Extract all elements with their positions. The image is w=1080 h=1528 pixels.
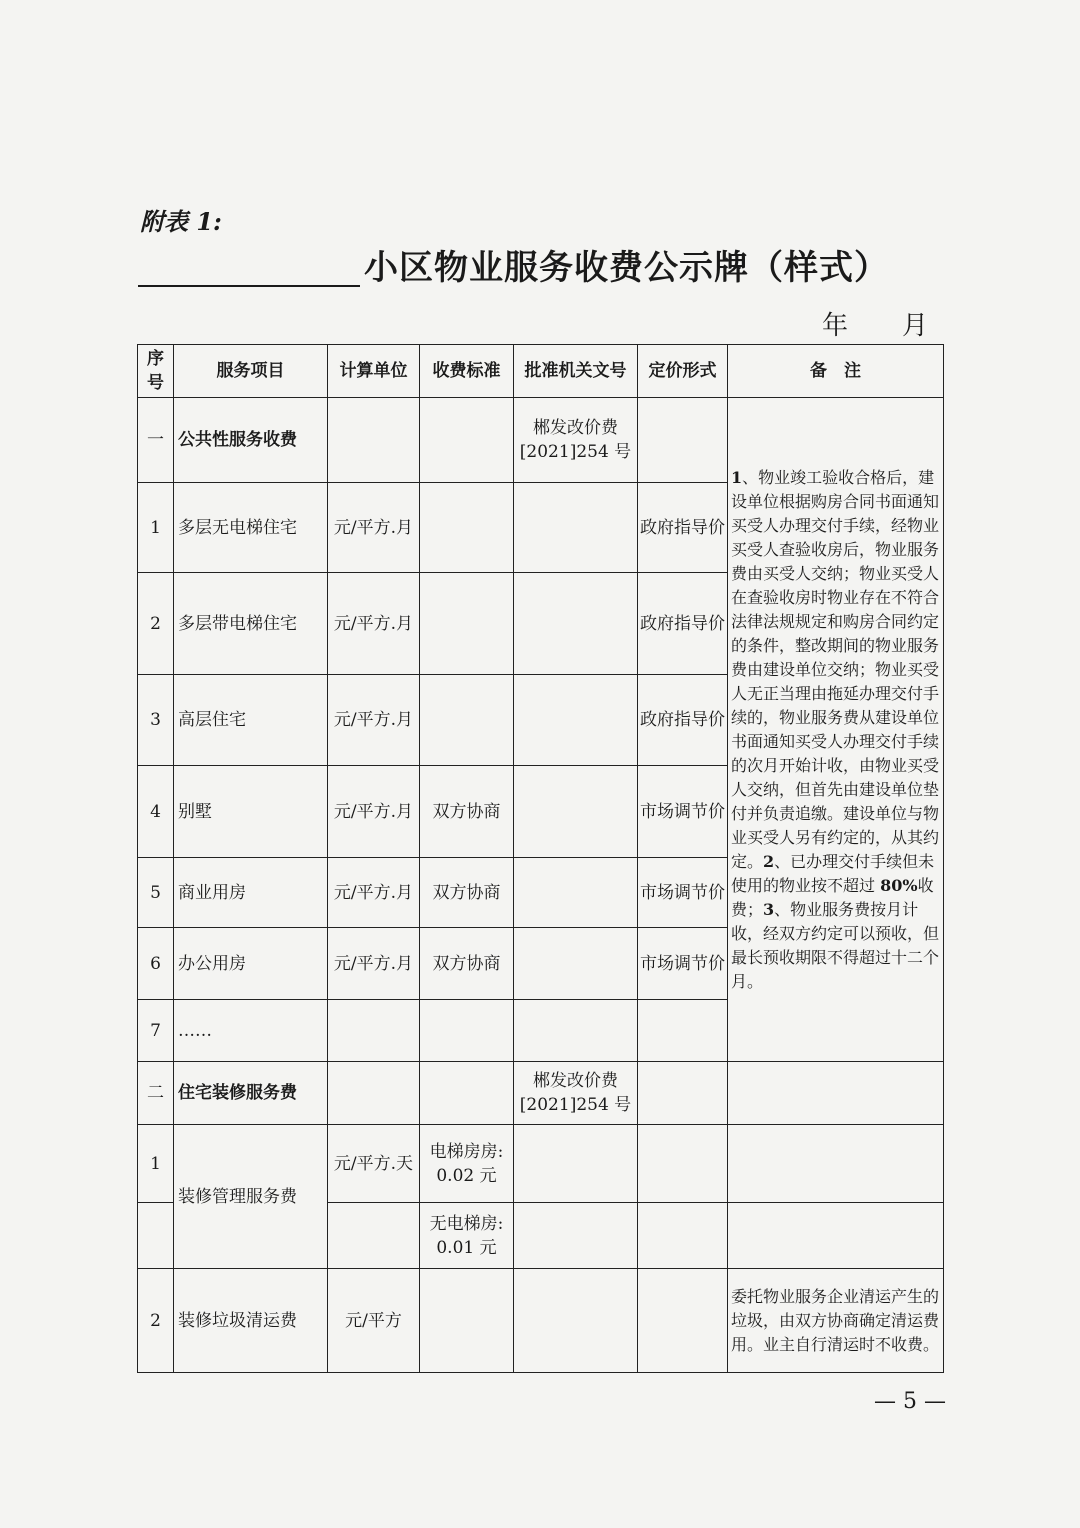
row-standard bbox=[420, 483, 514, 573]
cell bbox=[514, 928, 638, 1000]
cell bbox=[138, 1203, 174, 1269]
cell bbox=[638, 1269, 728, 1373]
standard-line: 0.01 元 bbox=[436, 1237, 497, 1258]
month-label: 月 bbox=[902, 311, 929, 341]
row-item: 商业用房 bbox=[174, 858, 328, 928]
approval-line2: [2021]254 号 bbox=[519, 442, 632, 462]
row-pricing: 市场调节价 bbox=[638, 766, 728, 858]
row-no: 7 bbox=[138, 1000, 174, 1062]
row-pricing: 政府指导价 bbox=[638, 483, 728, 573]
section1-note bbox=[728, 398, 944, 1062]
section2-no: 二 bbox=[138, 1062, 174, 1125]
standard-line: 电梯房房: bbox=[429, 1141, 504, 1162]
cell bbox=[514, 858, 638, 928]
table-header-row bbox=[138, 345, 944, 398]
cell bbox=[514, 675, 638, 766]
header-pricing: 定价形式 bbox=[638, 345, 728, 398]
cell bbox=[728, 1062, 944, 1125]
note-segment: 、已办理交付手续但未使用的物业按不超过 bbox=[731, 851, 935, 895]
note-segment: 1 bbox=[731, 467, 743, 487]
row-item: 装修垃圾清运费 bbox=[174, 1269, 328, 1373]
row-standard: 双方协商 bbox=[420, 858, 514, 928]
cell bbox=[420, 1269, 514, 1373]
row-no: 2 bbox=[138, 1269, 174, 1373]
approval-line2: [2021]254 号 bbox=[519, 1095, 632, 1115]
row-note: 委托物业服务企业清运产生的垃圾，由双方协商确定清运费用。业主自行清运时不收费。 bbox=[728, 1269, 944, 1373]
note-segment: 收费； bbox=[731, 875, 934, 919]
row-no: 1 bbox=[138, 483, 174, 573]
row-item: 办公用房 bbox=[174, 928, 328, 1000]
header-standard: 收费标准 bbox=[420, 345, 514, 398]
table-row bbox=[138, 1269, 944, 1373]
cell bbox=[728, 1203, 944, 1269]
year-label: 年 bbox=[822, 311, 849, 341]
row-standard: 双方协商 bbox=[420, 766, 514, 858]
cell bbox=[514, 766, 638, 858]
cell bbox=[514, 1269, 638, 1373]
page-title: 小区物业服务收费公示牌（样式） bbox=[364, 248, 889, 288]
cell bbox=[514, 573, 638, 675]
row-item: 多层无电梯住宅 bbox=[174, 483, 328, 573]
cell bbox=[514, 483, 638, 573]
approval-line1: 郴发改价费 bbox=[533, 418, 618, 438]
header-approval: 批准机关文号 bbox=[514, 345, 638, 398]
standard-line: 0.02 元 bbox=[436, 1165, 497, 1186]
row-standard-elevator bbox=[420, 1125, 514, 1203]
row-unit: 元/平方 bbox=[328, 1269, 420, 1373]
page-number: — 5 — bbox=[874, 1389, 946, 1414]
row-item: 别墅 bbox=[174, 766, 328, 858]
cell bbox=[514, 1000, 638, 1062]
cell bbox=[420, 1062, 514, 1125]
cell bbox=[638, 398, 728, 483]
cell bbox=[328, 1203, 420, 1269]
cell bbox=[728, 1125, 944, 1203]
row-item: …… bbox=[174, 1000, 328, 1062]
row-unit: 元/平方.月 bbox=[328, 483, 420, 573]
row-standard bbox=[420, 675, 514, 766]
title-row bbox=[138, 240, 948, 292]
section2-name: 住宅装修服务费 bbox=[174, 1062, 328, 1125]
row-no: 5 bbox=[138, 858, 174, 928]
cell bbox=[638, 1062, 728, 1125]
row-unit: 元/平方.月 bbox=[328, 858, 420, 928]
row-no: 1 bbox=[138, 1125, 174, 1203]
fee-table bbox=[137, 344, 944, 1373]
row-unit: 元/平方.月 bbox=[328, 766, 420, 858]
row-item: 装修管理服务费 bbox=[174, 1125, 328, 1269]
row-unit: 元/平方.天 bbox=[328, 1125, 420, 1203]
note-segment: 、物业竣工验收合格后，建设单位根据购房合同书面通知买受人办理交付手续，经物业买受人查验收房后，物业服务费由买受人交纳；物业买受人在查验收房时物业存在不符合法律法规规定和购房合同约定的条件，整改期间的物业服务费由建设单位交纳；物业买受人无正当理由拖延办理交付手续的，物业服务费从建设单位书面通知买受人办理交付手续的次月开始计收，由物业买受人交纳，但首先由建设单位垫付并负责追缴。建设单位与物业买受人另有约定的，从其约定。 bbox=[731, 467, 940, 871]
row-standard: 双方协商 bbox=[420, 928, 514, 1000]
attachment-label: 附表 1: bbox=[140, 207, 222, 236]
row-pricing: 政府指导价 bbox=[638, 675, 728, 766]
section1-name: 公共性服务收费 bbox=[174, 398, 328, 483]
header-item: 服务项目 bbox=[174, 345, 328, 398]
table-row bbox=[138, 1125, 944, 1203]
note-segment: 、物业服务费按月计收，经双方约定可以预收，但最长预收期限不得超过十二个月。 bbox=[731, 899, 940, 991]
row-no: 2 bbox=[138, 573, 174, 675]
cell bbox=[638, 1203, 728, 1269]
approval-line1: 郴发改价费 bbox=[533, 1071, 618, 1091]
row-pricing bbox=[638, 1000, 728, 1062]
row-no: 4 bbox=[138, 766, 174, 858]
cell bbox=[420, 398, 514, 483]
header-no: 序号 bbox=[138, 345, 174, 398]
section2-approval bbox=[514, 1062, 638, 1125]
row-unit: 元/平方.月 bbox=[328, 675, 420, 766]
row-standard bbox=[420, 1000, 514, 1062]
row-unit: 元/平方.月 bbox=[328, 928, 420, 1000]
row-item: 高层住宅 bbox=[174, 675, 328, 766]
row-standard bbox=[420, 573, 514, 675]
row-standard-no-elevator bbox=[420, 1203, 514, 1269]
section1-row bbox=[138, 398, 944, 483]
row-unit bbox=[328, 1000, 420, 1062]
cell bbox=[638, 1125, 728, 1203]
standard-line: 无电梯房: bbox=[429, 1213, 504, 1234]
row-pricing: 市场调节价 bbox=[638, 858, 728, 928]
note-segment: 2 bbox=[763, 851, 775, 871]
date-row bbox=[822, 305, 928, 342]
note-segment: 3 bbox=[763, 899, 775, 919]
row-item: 多层带电梯住宅 bbox=[174, 573, 328, 675]
section1-approval bbox=[514, 398, 638, 483]
title-blank-line bbox=[138, 285, 360, 287]
header-note: 备 注 bbox=[728, 345, 944, 398]
section2-row bbox=[138, 1062, 944, 1125]
row-no: 6 bbox=[138, 928, 174, 1000]
row-unit: 元/平方.月 bbox=[328, 573, 420, 675]
cell bbox=[514, 1125, 638, 1203]
row-pricing: 市场调节价 bbox=[638, 928, 728, 1000]
cell bbox=[328, 1062, 420, 1125]
note-segment: 80% bbox=[880, 875, 918, 895]
cell bbox=[514, 1203, 638, 1269]
row-pricing: 政府指导价 bbox=[638, 573, 728, 675]
row-no: 3 bbox=[138, 675, 174, 766]
section1-no: 一 bbox=[138, 398, 174, 483]
cell bbox=[328, 398, 420, 483]
header-unit: 计算单位 bbox=[328, 345, 420, 398]
